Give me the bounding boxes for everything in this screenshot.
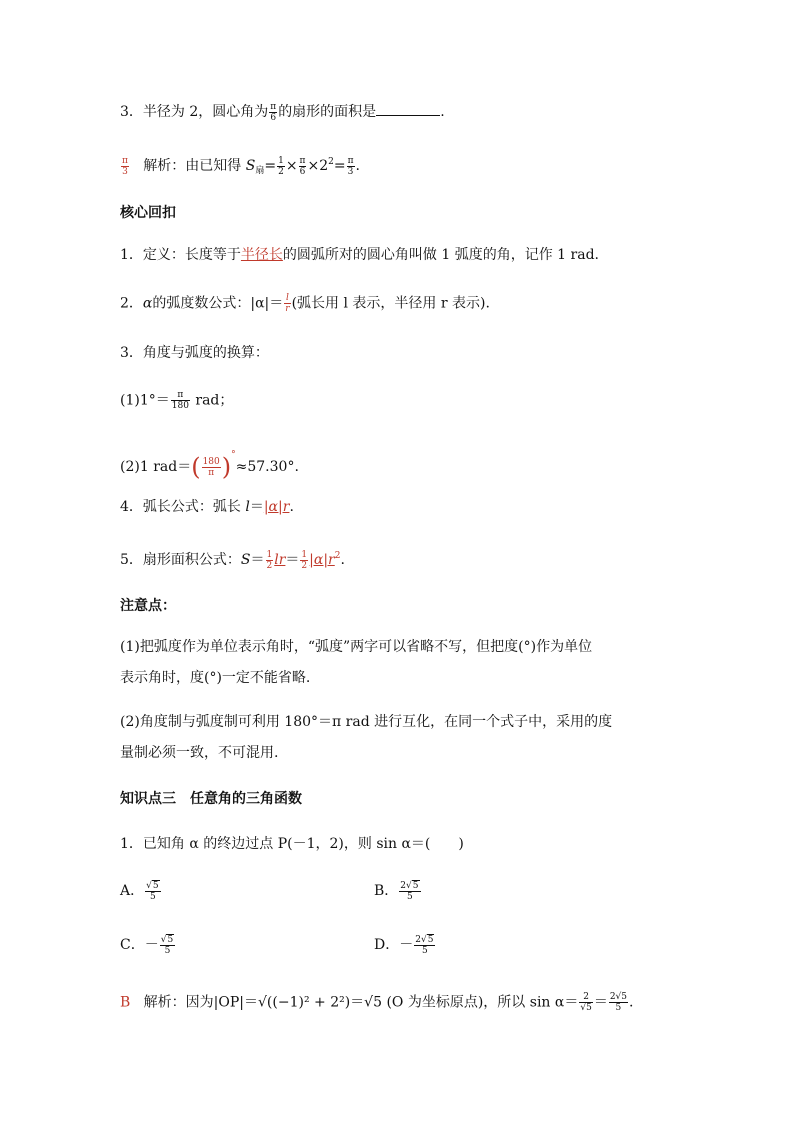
fraction-pi-6: $\frac{\pi}{6}$ <box>270 101 277 123</box>
section-title-k3: 知识点三 任意角的三角函数 <box>120 791 302 807</box>
note-1-line-1: (1)把弧度作为单位表示角时，“弧度”两字可以省略不写，但把度(°)作为单位 <box>120 639 593 655</box>
k3-question-1: 1．已知角 α 的终边过点 P(－1，2)，则 sin α＝( ) <box>120 836 464 852</box>
answer-3: $\frac{\pi}{3}$ 解析：由已知得 $S_扇=$ $\frac{1}{2}$ × $\frac{\pi}{6}$ $\times 2^2=$ $\frac{\pi}{3}$ . <box>122 155 360 177</box>
note-2-line-2: 量制必须一致，不可混用. <box>120 745 279 761</box>
note-1-line-2: 表示角时，度(°)一定不能省略. <box>120 670 311 686</box>
note-2-line-1: (2)角度制与弧度制可利用 180°＝π rad 进行互化，在同一个式子中，采用的度 <box>120 714 613 730</box>
k3-answer-1: B 解析：因为|OP|＝√((−1)² + 2²)＝√5 (O 为坐标原点)，所以 sin α＝ $\frac{2}{√5}$ ＝ $\frac{2√5}{5}$ . <box>120 992 634 1013</box>
option-d: D．－ $\frac{2√5}{5}$ <box>374 934 434 956</box>
option-c: C．－ $\frac{√5}{5}$ <box>120 934 174 956</box>
core-item-3a: (1)1°＝ $\frac{\pi}{180}$ rad； <box>120 390 234 411</box>
answer-fraction: $\frac{\pi}{3}$ <box>122 155 128 177</box>
core-item-5: 5．扇形面积公式：S＝ $\frac{1}{2}$ lr＝ $\frac{1}{2}$ $|\alpha|r^2$. <box>120 549 345 571</box>
core-item-2: 2．α的弧度数公式：|α|＝ $\frac{l}{r}$ (弧长用 l 表示，半径用 r 表示). <box>120 293 490 314</box>
core-item-3b: (2)1 rad＝( $\frac{180}{\pi}$ )°≈57.30°. <box>120 450 299 481</box>
core-item-3: 3．角度与弧度的换算： <box>120 345 269 361</box>
option-a: A． $\frac{√5}{5}$ <box>120 880 159 902</box>
core-item-4: 4．弧长公式：弧长 l＝|α|r. <box>120 499 294 515</box>
option-b: B． $\frac{2√5}{5}$ <box>374 880 419 902</box>
section-title-core: 核心回扣 <box>120 205 176 221</box>
question-3: 3．半径为 2，圆心角为 $\frac{\pi}{6}$ 的扇形的面积是 . <box>120 101 445 123</box>
core-item-1: 1．定义：长度等于半径长的圆弧所对的圆心角叫做 1 弧度的角，记作 1 rad. <box>120 247 599 263</box>
answer-blank <box>376 101 440 116</box>
section-title-notes: 注意点： <box>120 598 176 614</box>
